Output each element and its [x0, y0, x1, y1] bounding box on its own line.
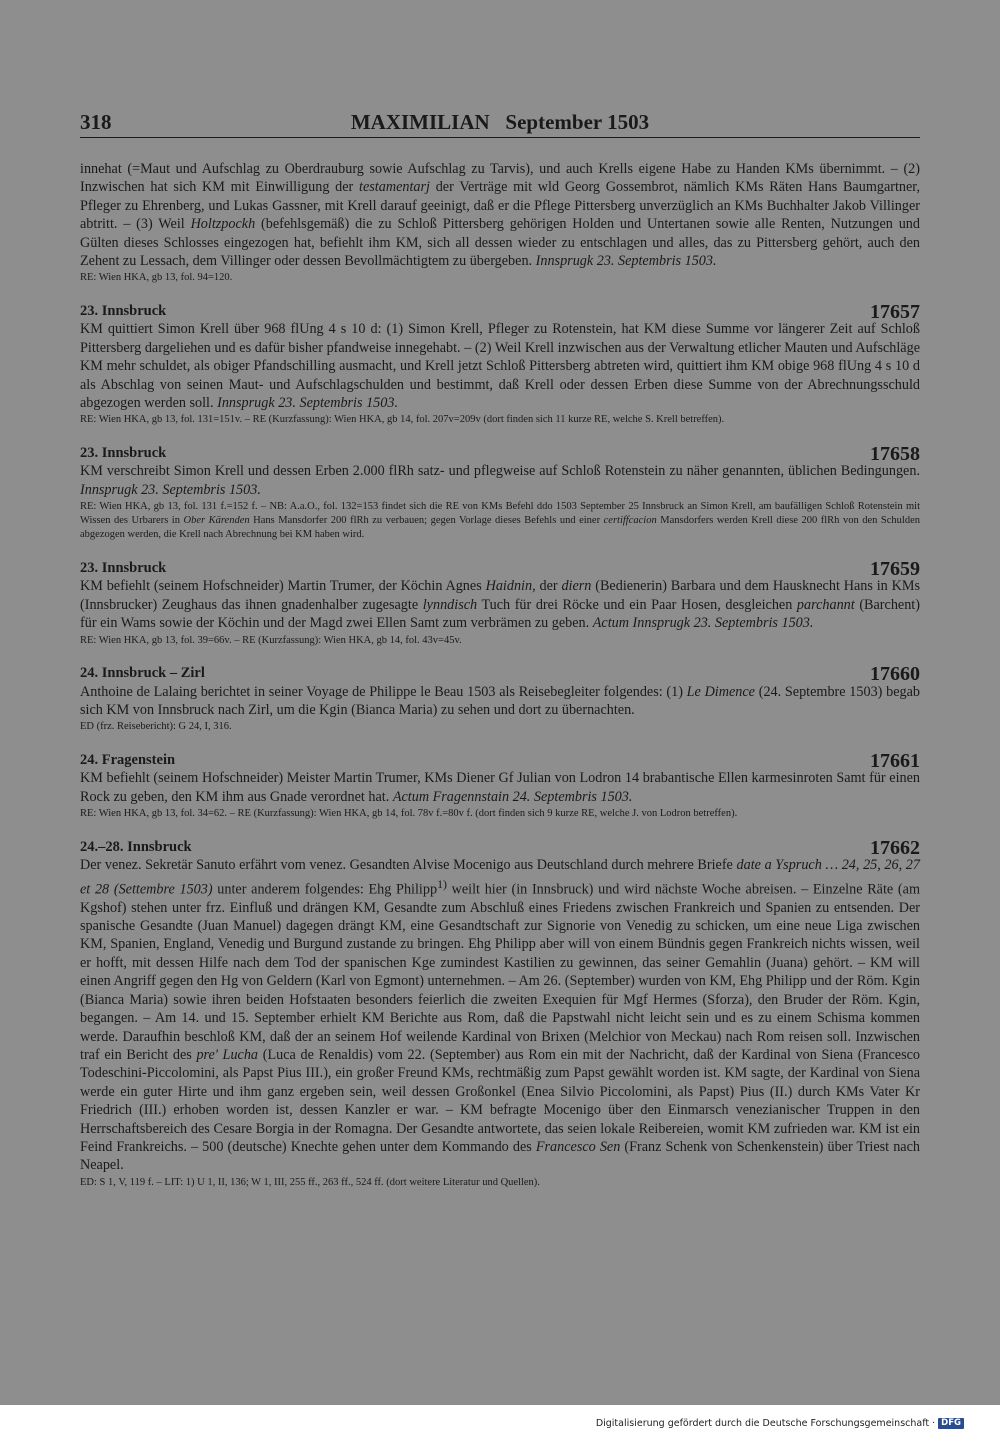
entry-list	[80, 300, 920, 1189]
calendar-entry	[80, 836, 920, 1190]
entry-heading	[80, 749, 920, 772]
entry-text: KM befiehlt (seinem Hofschneider) Meister Martin Trumer, KMs Diener Gf Julian von Lodron 14 brabantische Ellen karmesinroten Samt für einen Rock zu geben, den KM ihm aus Gnade verordnet hat. Actum Fragennstain 24. Septembris 1503.	[80, 770, 920, 805]
entry-number: 17660	[870, 663, 920, 686]
page-body	[80, 160, 920, 1190]
entry-text: KM quittiert Simon Krell über 968 flUng 4 s 10 d: (1) Simon Krell, Pfleger zu Rotenstein, hat KM diese Summe vor längerer Zeit auf Schloß Pittersberg dargeliehen und es dafür bisher pfandweise innegehabt. – (2) Weil Krell inzwischen aus der Verwaltung etlicher Mauten und Aufschläge KM mehr schuldet, als obiger Pfandschilling ausmacht, und Krell jetzt Schloß Pittersberg abtreten wird, quittiert ihm KM obige 968 flUng 4 s 10 d als Abschlag von seinen Maut- und Aufschlagschulden und bestimmt, daß Krell oder dessen Erben diese Summe von der Abrechnungsschuld abgezogen werden soll. Innsprugk 23. Septembris 1503.	[80, 321, 920, 412]
entry-reference: RE: Wien HKA, gb 13, fol. 39=66v. – RE (Kurzfassung): Wien HKA, gb 14, fol. 43v=45v.	[80, 634, 462, 646]
entry-number: 17661	[870, 749, 920, 772]
calendar-entry	[80, 663, 920, 735]
entry-text: KM befiehlt (seinem Hofschneider) Martin Trumer, der Köchin Agnes Haidnin, der diern (Bedienerin) Barbara und dem Hausknecht Hans in KMs (Innsbrucker) Zeughaus das ihnen gnadenhalber zugesagte lynndisch Tuch für drei Röcke und ein Paar Hosen, desgleichen parchannt (Barchent) für ein Wams sowie der Köchin und der Magd zwei Ellen Samt zum verbrämen zu geben. Actum Innsprugk 23. Septembris 1503.	[80, 578, 920, 632]
calendar-entry	[80, 557, 920, 647]
entry-date-place: 23. Innsbruck	[80, 559, 167, 576]
entry-date-place: 24. Fragenstein	[80, 751, 176, 768]
entry-heading	[80, 300, 920, 324]
entry-date-place: 23. Innsbruck	[80, 303, 167, 320]
entry-heading	[80, 663, 920, 686]
dfg-logo: DFG	[938, 1418, 964, 1429]
entry-number: 17657	[870, 301, 920, 324]
entry-heading	[80, 557, 920, 580]
page-number: 318	[80, 110, 112, 134]
header-rule	[80, 137, 920, 138]
intro-text: innehat (=Maut und Aufschlag zu Oberdrauburg sowie Aufschlag zu Tarvis), und auch Krells eigene Habe zu Handen KMs übernimmt. – (2) Inzwischen hat sich KM mit Einwilligung der testamentarj der Verträge mit wld Georg Gossembrot, nämlich KMs Räten Hans Baumgartner, Pfleger zu Ehrenberg, und Lukas Gassner, mit Krell darauf geeinigt, daß er die Pflege Pittersberg unverzüglich an KMs Buchhalter Jakob Villinger abtritt. – (3) Weil Holtzpockh (befehlsgemäß) die zu Schloß Pittersberg gehörigen Holden und Untertanen sowie alle Renten, Nutzungen und Gülten dieses Schlosses eingezogen hat, befiehlt ihm KM, sich all dessen wieder zu entschlagen und alles, das zu Pittersberg gehört, auch den Zehent zu Lessach, dem Villinger oder dessen Bevollmächtigtem zu übergeben. Innsprugk 23. Septembris 1503.	[80, 161, 921, 270]
entry-number: 17658	[870, 443, 920, 466]
intro-reference: RE: Wien HKA, gb 13, fol. 94=120.	[80, 272, 233, 284]
entry-reference: ED (frz. Reisebericht): G 24, I, 316.	[80, 721, 232, 733]
calendar-entry	[80, 300, 920, 427]
entry-text: KM verschreibt Simon Krell und dessen Erben 2.000 flRh satz- und pflegweise auf Schloß Rotenstein zu näher genannten, üblichen Bedingungen. Innsprugk 23. Septembris 1503.	[80, 463, 920, 498]
entry-text: Der venez. Sekretär Sanuto erfährt vom venez. Gesandten Alvise Mocenigo aus Deutschland durch mehrere Briefe date a Yspruch … 24, 25, 26, 27 et 28 (Settembre 1503) unter anderem folgendes: Ehg Philipp$^{1)}$ weilt hier (in Innsbruck) und wird nächste Woche abreisen. – Einzelne Räte (am Kgshof) stehen unter frz. Einfluß und drängen KM, Gesandte zum Abschluß eines Friedens zwischen Frankreich und Spanien zu entsenden. Der spanische Gesandte (Juan Manuel) dagegen drängt KM, eine Gesandtschaft zur Signorie von Venedig zu schicken, um eine neue Liga zwischen KM, Spanien, England, Venedig und Burgund zustande zu bringen. Ehg Philipp aber will von einem Bündnis gegen Frankreich nichts wissen, weil er hofft, mit dessen Hilfe nach dem Tod der spanischen Kge zumindest Kastilien zu gewinnen, das seiner Gemahlin (Juana) gehört. – KM will einen Angriff gegen den Hg von Geldern (Karl von Egmont) unternehmen. – Am 26. (September) wurden von KM, Ehg Philipp und der Röm. Kgin (Bianca Maria) sowie ihren beiden Hofstaaten besonders feierlich die zweiten Exequien für Mgf Hermes (Sforza), den Bruder der Röm. Kgin, begangen. – Am 14. und 15. September erhielt KM Berichte aus Rom, daß die Papstwahl nicht leicht sein und es zu einem Schisma kommen werde. Daraufhin beschloß KM, daß der an seinem Hof weilende Kardinal von Brixen (Melchior von Meckau) nach Rom reisen soll. Inzwischen traf ein Bericht des pre' Lucha (Luca de Renaldis) vom 22. (September) aus Rom ein mit der Nachricht, daß der Kardinal von Siena (Francesco Todeschini-Piccolomini, als Papst Pius III.), ein großer Freund KMs, rechtmäßig zum Papst gewählt worden ist. KM sagte, der Kardinal von Siena werde ein guter Hirte und ihm ganz ergeben sein, weil dessen Großonkel (Enea Silvio Piccolomini, als Papst) Pius (II.) durch KMs Vater Kr Friedrich (III.) erhoben worden ist, dessen Kanzler er war. – KM befragte Mocenigo über den Einmarsch venezianischer Truppen in den Herrschaftsbereich des Cesare Borgia in der Romagna. Der Gesandte antwortete, das seien lokale Reibereien, womit KM zufrieden war. KM ist ein Feind Frankreichs. – 500 (deutsche) Knechte gehen unter dem Kommando des Francesco Sen (Franz Schenk von Schenkenstein) über Triest nach Neapel.	[80, 857, 920, 1174]
footer-text: Digitalisierung gefördert durch die Deutsche Forschungsgemeinschaft ·	[595, 1418, 936, 1429]
digitization-footer	[596, 1418, 964, 1429]
entry-reference: ED: S 1, V, 119 f. – LIT: 1) U 1, II, 136; W 1, III, 255 ff., 263 ff., 524 ff. (dort weitere Literatur und Quellen).	[80, 1176, 540, 1188]
entry-heading	[80, 836, 920, 859]
entry-date-place: 24. Innsbruck – Zirl	[80, 665, 205, 682]
calendar-entry	[80, 749, 920, 821]
intro-continuation	[80, 160, 920, 285]
page-header	[80, 106, 920, 136]
entry-heading	[80, 442, 920, 466]
entry-date-place: 24.–28. Innsbruck	[80, 838, 192, 855]
entry-reference: RE: Wien HKA, gb 13, fol. 34=62. – RE (Kurzfassung): Wien HKA, gb 14, fol. 78v f.=80v f. (dort finden sich 9 kurze RE, welche J. von Lodron betreffen).	[80, 808, 738, 820]
calendar-entry	[80, 442, 920, 542]
running-title: MAXIMILIAN September 1503	[350, 110, 650, 134]
entry-number: 17662	[870, 836, 920, 859]
entry-reference: RE: Wien HKA, gb 13, fol. 131 f.=152 f. – NB: A.a.O., fol. 132=153 findet sich die RE von KMs Befehl ddo 1503 September 25 Innsbruck an Simon Krell, am baufälligen Schloß Rotenstein mit Wissen des Urbarers in Ober Kärenden Hans Mansdorfer 200 flRh zu verbauen; gegen Vorlage dieses Befehls und einer certiffcacion Mansdorfers werden Krell diese 200 flRh von den Schulden abgezogen werden, die Krell nach Abrechnung bei KM haben wird.	[80, 501, 920, 541]
entry-number: 17659	[870, 557, 920, 580]
entry-date-place: 23. Innsbruck	[80, 445, 167, 462]
entry-reference: RE: Wien HKA, gb 13, fol. 131=151v. – RE (Kurzfassung): Wien HKA, gb 14, fol. 207v=209v (dort finden sich 11 kurze RE, welche S. Krell betreffen).	[80, 414, 725, 426]
entry-text: Anthoine de Lalaing berichtet in seiner Voyage de Philippe le Beau 1503 als Reisebegleiter folgendes: (1) Le Dimence (24. Septembre 1503) begab sich KM von Innsbruck nach Zirl, um die Kgin (Bianca Maria) zu sehen und dort zu übernachten.	[80, 683, 920, 718]
